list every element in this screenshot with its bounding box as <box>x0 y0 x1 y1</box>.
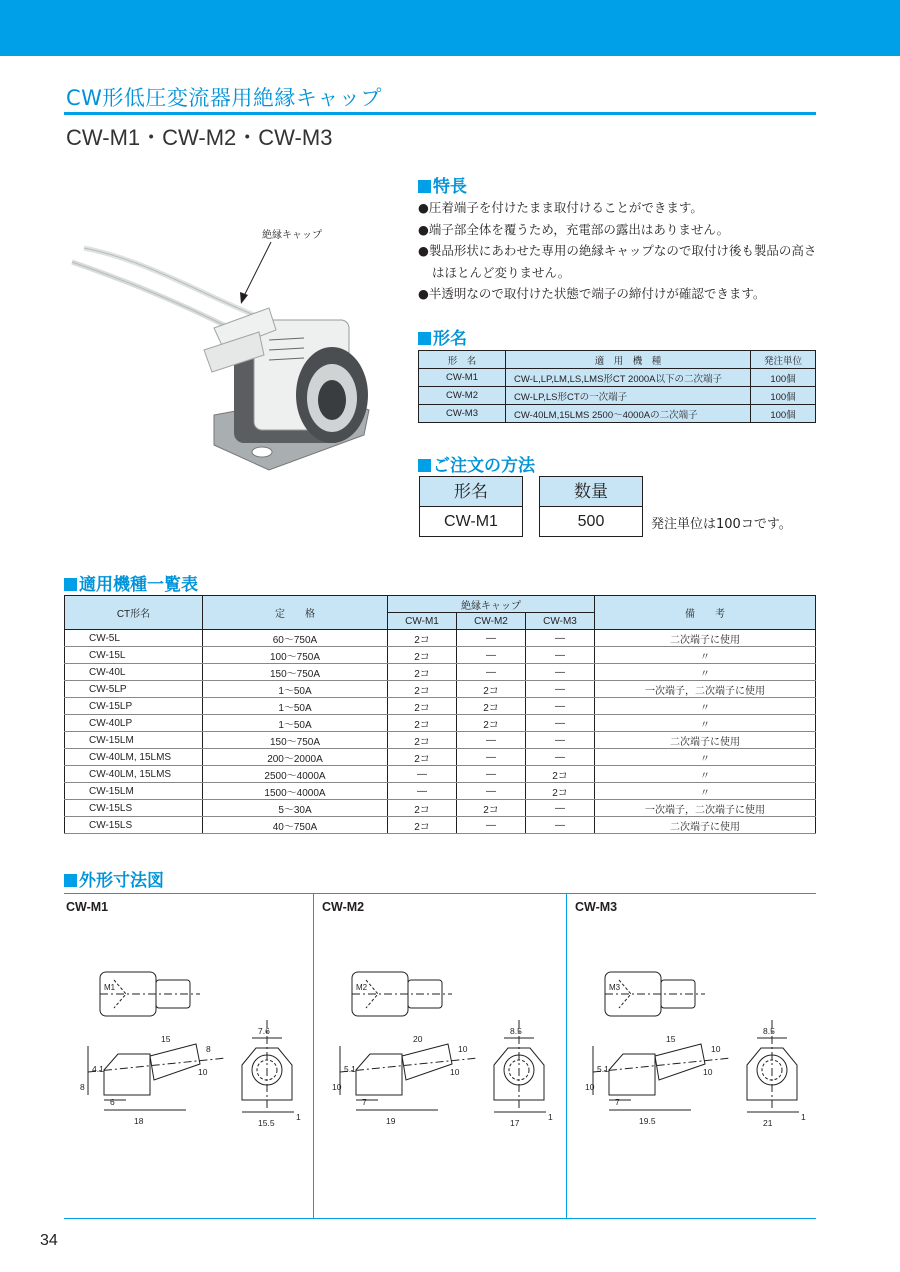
features-heading: 特長 <box>418 172 467 197</box>
dim-upper-length: 15 <box>161 1034 171 1044</box>
feature-item: ●半透明なので取付けた状態で端子の締付けが確認できます。 <box>418 286 766 301</box>
dim-bore: 7.6 <box>258 1026 270 1036</box>
table-cell: 2コ <box>388 732 457 749</box>
order-qty-value: 500 <box>577 513 605 530</box>
table-row <box>65 749 816 766</box>
product-photo <box>64 220 384 480</box>
table-cell: CW-M1 <box>419 369 506 387</box>
table-cell: 2コ <box>388 681 457 698</box>
dimension-label-m2: CW-M2 <box>322 900 365 914</box>
application-table <box>64 595 816 834</box>
title-rule <box>64 112 816 115</box>
table-cell: CW-L,LP,LM,LS,LMS形CT 2000A以下の二次端子 <box>506 369 751 387</box>
dim-thickness: 1 <box>296 1112 301 1122</box>
table-cell: ― <box>526 647 595 664</box>
dimension-drawing-m3 <box>571 960 816 1140</box>
dim-base-width: 15.5 <box>258 1118 275 1128</box>
table-cell: ― <box>388 783 457 800</box>
dim-upper-length: 20 <box>413 1034 423 1044</box>
dim-step-height: 5.1 <box>597 1064 609 1074</box>
table-cell: CW-M2 <box>419 387 506 405</box>
table-row <box>65 715 816 732</box>
table-cell: 〃 <box>595 749 816 766</box>
table-cell: CW-5LP <box>65 681 203 698</box>
model-col-header: 発注単位 <box>751 351 816 369</box>
app-col-header: CW-M2 <box>457 613 526 630</box>
table-cell: 〃 <box>595 698 816 715</box>
app-col-header: CW-M3 <box>526 613 595 630</box>
feature-item: ●製品形状にあわせた専用の絶縁キャップなので取付け後も製品の高さはほとんど変りません。 <box>418 243 817 280</box>
dimension-divider <box>566 893 567 1218</box>
table-cell: ― <box>457 732 526 749</box>
table-cell: ― <box>457 783 526 800</box>
table-row <box>65 732 816 749</box>
model-col-header: 適 用 機 種 <box>506 351 751 369</box>
dim-step-height: 4.1 <box>92 1064 104 1074</box>
dim-diameter: 10 <box>458 1044 468 1054</box>
dimension-drawing-m1 <box>66 960 311 1140</box>
dim-height: 10 <box>332 1082 342 1092</box>
dim-cap-width: 10 <box>198 1067 208 1077</box>
dimension-heading: 外形寸法図 <box>64 866 164 891</box>
dim-thickness: 1 <box>548 1112 553 1122</box>
table-cell: ― <box>457 630 526 647</box>
table-cell: CW-40LM, 15LMS <box>65 749 203 766</box>
table-cell: 2コ <box>457 698 526 715</box>
table-cell: CW-15LP <box>65 698 203 715</box>
order-name-label: 形名 <box>420 477 522 507</box>
dimension-label-m3: CW-M3 <box>575 900 618 914</box>
order-heading: ご注文の方法 <box>418 451 535 476</box>
model-name-heading: 形名 <box>418 324 467 349</box>
dim-offset: 7 <box>362 1097 367 1107</box>
table-cell: 〃 <box>595 766 816 783</box>
dim-total-length: 18 <box>134 1116 144 1126</box>
dimension-svg <box>66 960 311 1140</box>
table-cell: 2コ <box>457 715 526 732</box>
dim-upper-length: 15 <box>666 1034 676 1044</box>
dim-mark-label: M2 <box>356 983 368 992</box>
dim-height: 10 <box>585 1082 595 1092</box>
table-cell: ― <box>526 664 595 681</box>
model-heading: CW-M1・CW-M2・CW-M3 <box>66 125 333 150</box>
table-cell: CW-LP,LS形CTの一次端子 <box>506 387 751 405</box>
page-number: 34 <box>40 1232 58 1249</box>
dim-mark-label: M1 <box>104 983 116 992</box>
feature-item: ●端子部全体を覆うため，充電部の露出はありません。 <box>418 221 730 237</box>
table-cell: ― <box>526 817 595 834</box>
table-cell: 一次端子，二次端子に使用 <box>595 800 816 817</box>
page-title: CW形低圧変流器用絶縁キャップ <box>66 86 382 110</box>
table-cell: CW-15LS <box>65 817 203 834</box>
dim-step-height: 5.1 <box>344 1064 356 1074</box>
table-cell: ― <box>457 664 526 681</box>
dimension-rule-top <box>64 893 816 894</box>
table-row <box>65 681 816 698</box>
photo-callout: 絶縁キャップ <box>262 230 322 241</box>
order-name-box <box>419 476 523 537</box>
table-cell: CW-15LM <box>65 783 203 800</box>
dim-offset: 6 <box>110 1097 115 1107</box>
table-cell: CW-5L <box>65 630 203 647</box>
table-row <box>65 664 816 681</box>
table-cell: CW-M3 <box>419 405 506 423</box>
table-cell: 二次端子に使用 <box>595 817 816 834</box>
order-qty-label: 数量 <box>540 477 642 507</box>
table-row <box>419 369 816 387</box>
features-list <box>418 197 828 305</box>
table-cell: 1～50A <box>203 681 388 698</box>
dim-bore: 8.5 <box>510 1026 522 1036</box>
table-cell: 2コ <box>388 800 457 817</box>
table-cell: 100個 <box>751 369 816 387</box>
model-name-table <box>418 350 816 423</box>
table-cell: 2コ <box>388 647 457 664</box>
table-cell: 1500～4000A <box>203 783 388 800</box>
table-cell: ― <box>526 630 595 647</box>
table-cell: 〃 <box>595 664 816 681</box>
table-cell: 150～750A <box>203 732 388 749</box>
dim-bore: 8.5 <box>763 1026 775 1036</box>
dim-cap-width: 10 <box>703 1067 713 1077</box>
table-cell: 100～750A <box>203 647 388 664</box>
table-cell: ― <box>457 749 526 766</box>
table-row <box>65 766 816 783</box>
table-cell: CW-15L <box>65 647 203 664</box>
dim-diameter: 8 <box>206 1044 211 1054</box>
table-cell: 2コ <box>388 630 457 647</box>
table-cell: 2コ <box>388 817 457 834</box>
table-cell: 2コ <box>388 749 457 766</box>
dim-total-length: 19.5 <box>639 1116 656 1126</box>
dim-offset: 7 <box>615 1097 620 1107</box>
table-cell: 2コ <box>388 698 457 715</box>
table-cell: 150～750A <box>203 664 388 681</box>
table-cell: CW-40LP <box>65 715 203 732</box>
table-cell: 5～30A <box>203 800 388 817</box>
dim-base-width: 21 <box>763 1118 773 1128</box>
table-cell: ― <box>526 698 595 715</box>
table-cell: 100個 <box>751 405 816 423</box>
table-cell: 60～750A <box>203 630 388 647</box>
table-cell: 1～50A <box>203 698 388 715</box>
table-cell: 2500～4000A <box>203 766 388 783</box>
app-col-header: 絶縁キャップ <box>388 596 595 613</box>
dim-base-width: 17 <box>510 1118 520 1128</box>
dimension-rule-bottom <box>64 1218 816 1219</box>
table-cell: 〃 <box>595 647 816 664</box>
table-cell: 2コ <box>526 783 595 800</box>
table-cell: CW-15LS <box>65 800 203 817</box>
table-cell: 200～2000A <box>203 749 388 766</box>
table-cell: 2コ <box>457 681 526 698</box>
dimension-svg <box>571 960 816 1140</box>
table-cell: CW-40LM,15LMS 2500～4000Aの二次端子 <box>506 405 751 423</box>
table-cell: 40～750A <box>203 817 388 834</box>
table-row <box>65 698 816 715</box>
top-banner <box>0 0 900 56</box>
table-cell: 〃 <box>595 715 816 732</box>
app-col-header: 備 考 <box>595 596 816 630</box>
table-cell: 〃 <box>595 783 816 800</box>
table-cell: ― <box>526 715 595 732</box>
table-cell: CW-15LM <box>65 732 203 749</box>
table-cell: ― <box>526 732 595 749</box>
table-row <box>65 647 816 664</box>
table-cell: ― <box>526 800 595 817</box>
dim-thickness: 1 <box>801 1112 806 1122</box>
table-cell: ― <box>526 681 595 698</box>
table-row <box>65 630 816 647</box>
table-cell: ― <box>457 766 526 783</box>
app-col-header: CW-M1 <box>388 613 457 630</box>
table-cell: CW-40LM, 15LMS <box>65 766 203 783</box>
app-col-header: CT形名 <box>65 596 203 630</box>
table-cell: 二次端子に使用 <box>595 630 816 647</box>
app-col-header: 定 格 <box>203 596 388 630</box>
table-row <box>419 405 816 423</box>
order-name-value: CW-M1 <box>444 513 498 530</box>
app-table-heading: 適用機種一覧表 <box>64 570 198 595</box>
table-cell: ― <box>457 817 526 834</box>
table-row <box>65 817 816 834</box>
table-cell: 2コ <box>388 715 457 732</box>
dim-height: 8 <box>80 1082 85 1092</box>
table-cell: 2コ <box>388 664 457 681</box>
table-cell: 2コ <box>457 800 526 817</box>
table-cell: ― <box>526 749 595 766</box>
feature-item: ●圧着端子を付けたまま取付けることができます。 <box>418 200 703 215</box>
table-cell: ― <box>457 647 526 664</box>
table-cell: 二次端子に使用 <box>595 732 816 749</box>
dim-total-length: 19 <box>386 1116 396 1126</box>
table-cell: 100個 <box>751 387 816 405</box>
model-col-header: 形 名 <box>419 351 506 369</box>
table-cell: ― <box>388 766 457 783</box>
order-qty-box <box>539 476 643 537</box>
table-cell: 1～50A <box>203 715 388 732</box>
table-row <box>419 387 816 405</box>
dimension-svg <box>318 960 563 1140</box>
dimension-divider <box>313 893 314 1218</box>
table-cell: 一次端子，二次端子に使用 <box>595 681 816 698</box>
table-row <box>65 783 816 800</box>
dim-mark-label: M3 <box>609 983 621 992</box>
dim-cap-width: 10 <box>450 1067 460 1077</box>
table-cell: CW-40L <box>65 664 203 681</box>
table-cell: 2コ <box>526 766 595 783</box>
order-note: 発注単位は100コです。 <box>651 517 792 532</box>
dimension-drawing-m2 <box>318 960 563 1140</box>
table-row <box>65 800 816 817</box>
dim-diameter: 10 <box>711 1044 721 1054</box>
dimension-label-m1: CW-M1 <box>66 900 109 914</box>
